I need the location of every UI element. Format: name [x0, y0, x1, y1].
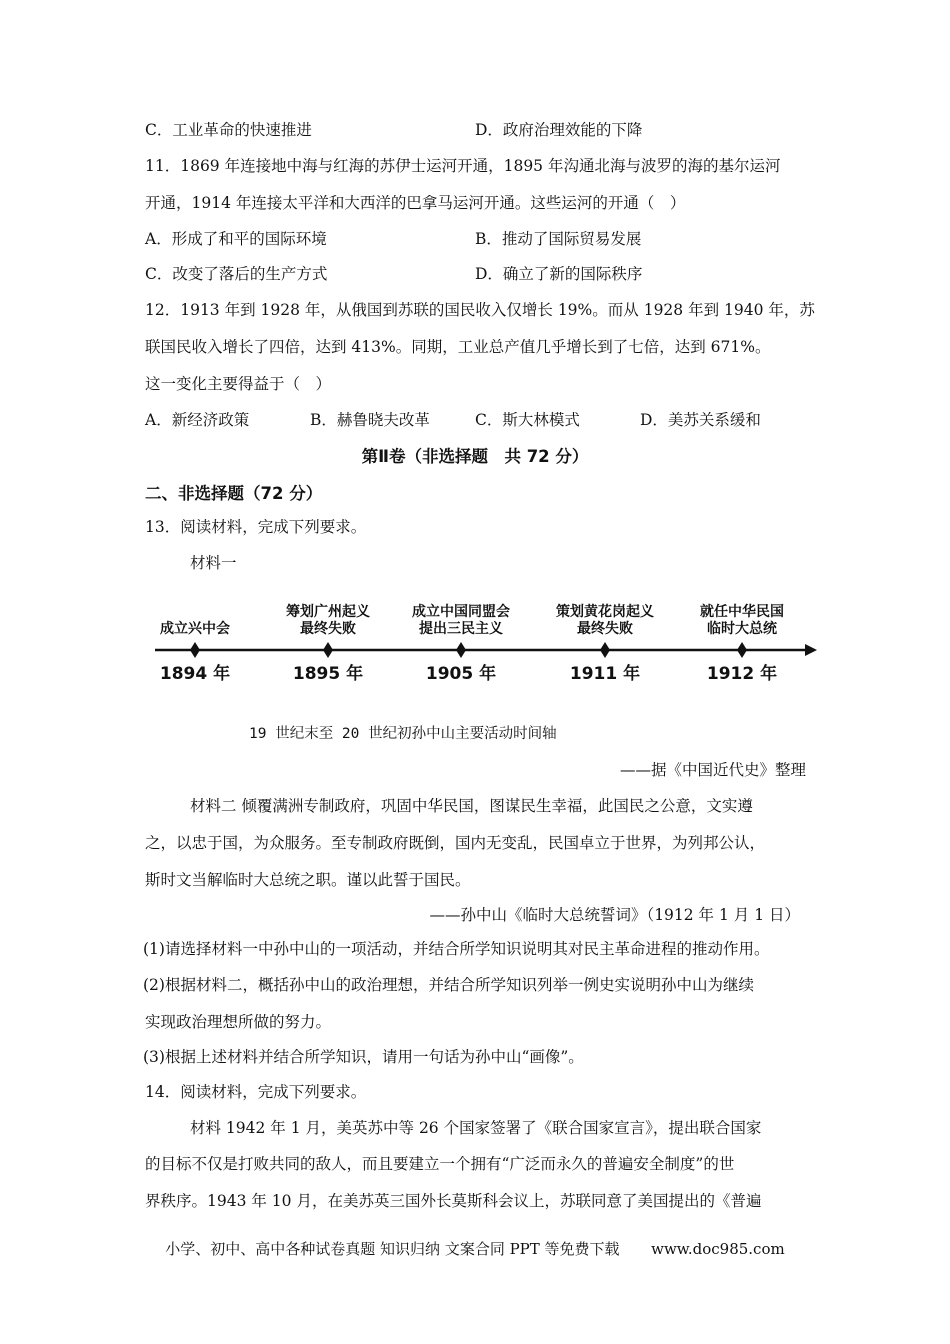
q11-stem-line1: 11．1869 年连接地中海与红海的苏伊士运河开通，1895 年沟通北海与波罗的海的基尔运河 — [145, 157, 781, 175]
timeline-caption: 19 世纪末至 20 世纪初孙中山主要活动时间轴 — [249, 726, 557, 742]
q12-option-d: D．美苏关系缓和 — [640, 411, 761, 429]
q12-option-c: C．斯大林模式 — [475, 411, 580, 429]
q11-option-d: D．确立了新的国际秩序 — [475, 265, 643, 283]
timeline-year-1895: 1895 年 — [292, 664, 364, 684]
timeline-event-1905: 成立中国同盟会 提出三民主义 — [412, 604, 510, 637]
part-title: 二、非选择题（72 分） — [145, 484, 323, 503]
q10-option-d: D．政府治理效能的下降 — [475, 121, 643, 139]
sun-yat-sen-timeline — [155, 598, 820, 688]
q12-option-a: A．新经济政策 — [145, 411, 250, 429]
timeline-marker-1895 — [323, 642, 333, 658]
q13-intro: 13．阅读材料，完成下列要求。 — [145, 518, 367, 536]
timeline-marker-1911 — [600, 642, 610, 658]
timeline-arrow-icon — [805, 644, 817, 656]
q13-material2-line3: 斯时文当解临时大总统之职。谨以此誓于国民。 — [145, 871, 471, 889]
timeline-event-1911: 策划黄花岗起义 最终失败 — [556, 604, 654, 637]
q13-task2-line1: (2)根据材料二，概括孙中山的政治理想，并结合所学知识列举一例史实说明孙中山为继续 — [143, 976, 754, 994]
timeline-year-1912: 1912 年 — [706, 664, 778, 684]
q13-task3: (3)根据上述材料并结合所学知识，请用一句话为孙中山“画像”。 — [143, 1048, 584, 1066]
q11-option-a: A．形成了和平的国际环境 — [145, 230, 327, 248]
timeline-year-1905: 1905 年 — [425, 664, 497, 684]
q12-stem-line2: 联国民收入增长了四倍，达到 413%。同期，工业总产值几乎增长到了七倍，达到 671%。 — [145, 338, 771, 356]
q12-stem-line3: 这一变化主要得益于（ ） — [145, 375, 332, 393]
q14-material-line3: 界秩序。1943 年 10 月，在美苏英三国外长莫斯科会议上，苏联同意了美国提出的《普遍 — [145, 1192, 762, 1210]
timeline-source: ——据《中国近代史》整理 — [619, 761, 806, 779]
q14-material-line1: 材料 1942 年 1 月，美英苏中等 26 个国家签署了《联合国家宣言》，提出联合国家 — [190, 1119, 762, 1137]
footer-url[interactable]: www.doc985.com — [651, 1240, 785, 1258]
volume-title: 第Ⅱ卷（非选择题 共 72 分） — [361, 447, 589, 466]
q14-intro: 14．阅读材料，完成下列要求。 — [145, 1083, 367, 1101]
q10-option-c: C．工业革命的快速推进 — [145, 121, 312, 139]
timeline-marker-1894 — [190, 642, 200, 658]
q11-stem-line2: 开通，1914 年连接太平洋和大西洋的巴拿马运河开通。这些运河的开通（ ） — [145, 194, 686, 212]
q13-material2-line1: 材料二 倾覆满洲专制政府，巩固中华民国，图谋民生幸福，此国民之公意，文实遵 — [190, 797, 753, 815]
timeline-event-1895: 筹划广州起义 最终失败 — [286, 604, 370, 637]
q11-option-b: B．推动了国际贸易发展 — [475, 230, 642, 248]
timeline-event-1912: 就任中华民国 临时大总统 — [700, 604, 784, 637]
timeline-year-1911: 1911 年 — [569, 664, 641, 684]
q13-material2-line2: 之，以忠于国，为众服务。至专制政府既倒，国内无变乱，民国卓立于世界，为列邦公认， — [145, 834, 766, 852]
q13-task2-line2: 实现政治理想所做的努力。 — [145, 1013, 332, 1031]
timeline-event-1894: 成立兴中会 — [160, 621, 230, 637]
q11-option-c: C．改变了落后的生产方式 — [145, 265, 328, 283]
timeline-year-1894: 1894 年 — [159, 664, 231, 684]
q13-material1-label: 材料一 — [190, 554, 237, 572]
q12-option-b: B．赫鲁晓夫改革 — [310, 411, 430, 429]
q12-stem-line1: 12．1913 年到 1928 年，从俄国到苏联的国民收入仅增长 19%。而从 1928 年到 1940 年，苏 — [145, 301, 815, 319]
timeline-marker-1912 — [737, 642, 747, 658]
q13-task1: (1)请选择材料一中孙中山的一项活动，并结合所学知识说明其对民主革命进程的推动作用。 — [143, 940, 770, 958]
q13-material2-source: ——孙中山《临时大总统誓词》（1912 年 1 月 1 日） — [429, 906, 800, 924]
footer-text: 小学、初中、高中各种试卷真题 知识归纳 文案合同 PPT 等免费下载 — [165, 1240, 620, 1258]
q14-material-line2: 的目标不仅是打败共同的敌人，而且要建立一个拥有“广泛而永久的普遍安全制度”的世 — [145, 1155, 735, 1173]
page-footer — [0, 1238, 950, 1259]
timeline-marker-1905 — [456, 642, 466, 658]
